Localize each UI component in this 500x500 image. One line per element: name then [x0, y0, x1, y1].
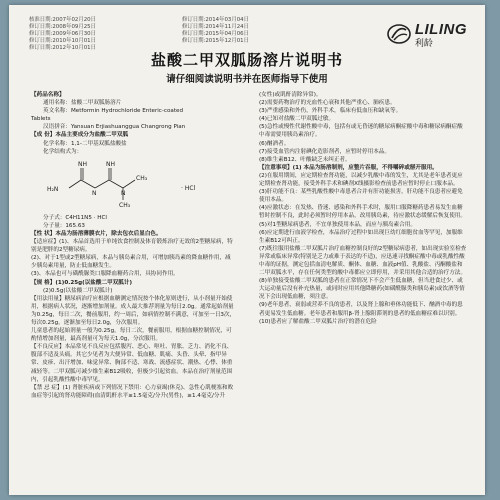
paragraph: (7)既往服用盐酸二甲双胍片治疗血糖控制良好的2型糖尿病患者，如出现实验室检查异常或临床异常(特别是乏力或难于表达的不适)，应迅速寻找酮症酸中毒或乳酸性酸中毒的证据，测定包括血清电解质、酮体、血糖、血液pH值、乳酸盐、丙酮酸盐和二甲双胍水平，存在任何类型的酸中毒都应立即停用，并采用其他合适的治疗方法。: [259, 245, 467, 277]
svg-text:NH: NH: [78, 160, 87, 168]
paragraph: 化学名称：1,1-二甲基双胍盐酸盐: [43, 140, 127, 147]
paragraph: 【药品名称】: [31, 92, 65, 98]
revision-date: 修订日期:2014年03月04日: [182, 17, 249, 23]
paragraph: 【注意事项】(1) 本品为肠溶制剂，应整片吞服，不得嚼碎或掰开服用。: [259, 164, 438, 171]
paragraph: (10)患者应了解盐酸二甲双胍片治疗的潜在危险: [259, 318, 377, 325]
document-title: 盐酸二甲双胍肠溶片说明书: [150, 51, 343, 69]
left-column: [31, 91, 236, 400]
revision-date-row: [29, 38, 329, 45]
revision-date: 修订日期:2015年04月06日: [182, 31, 249, 37]
svg-text:CH₃: CH₃: [119, 201, 131, 209]
revision-date: 修订日期:2012年10月01日: [29, 45, 96, 51]
paragraph: 【适应症】(1)、本品首选用于单纯饮食控制及体育锻炼治疗无效的2型糖尿病，特别是肥胖的2型糖尿病。: [31, 239, 233, 254]
metformin-structure-diagram: [41, 158, 231, 212]
paragraph: 分子量：165.63: [43, 222, 85, 229]
paragraph: (5)对1型糖尿病患者，不宜单独使用本品，而应与胰岛素合用。: [259, 221, 416, 228]
paragraph: 【禁 忌 症】(1) 肾脏疾病或下列情况下禁用：心力衰竭(休克)、急性心肌梗塞和败血症等引起的肾功能障碍(血清肌酐水平≥1.5毫克/分升(男性)，≥1.4毫克/分升: [31, 384, 234, 399]
paragraph: (4)应激状态：在发热、昏迷、感染和外科手术时，服用口服降糖药患者易发生血糖暂时控制不良，此时必须暂时停用本品，改用胰岛素，待应激状态缓解后恢复使用。: [259, 205, 466, 220]
logo-text: LILING: [414, 21, 467, 38]
paragraph: (6)酗酒者。: [259, 140, 290, 147]
paragraph: (8)维生素B12、叶酸缺乏未纠正者。: [259, 156, 351, 163]
revision-date: 修订日期:2015年12月01日: [182, 38, 249, 44]
svg-text:NH: NH: [106, 160, 115, 168]
revision-date: 修订日期:2008年09月25日: [29, 24, 96, 30]
revision-date: 修订日期:2014年11月24日: [182, 24, 249, 30]
svg-text:· HCl: · HCl: [181, 184, 196, 192]
revision-date: 修订日期:2009年06月30日: [29, 31, 96, 37]
paragraph: (3)肝功能不良：某些乳酸性酸中毒患者合并有肝功能损害，肝功能不良患者应避免使用本品。: [259, 189, 463, 204]
brand-logo: [386, 19, 467, 49]
paragraph: (3)、本品也可与磺酰脲类口服降血糖药合用，具协同作用。: [31, 271, 179, 278]
instruction-sheet: [9, 5, 485, 495]
paragraph: (4)已知对盐酸二甲双胍过敏。: [259, 116, 335, 123]
svg-text:CH₃: CH₃: [136, 174, 148, 182]
chemical-structure: [31, 156, 236, 214]
paragraph: 【用法用量】糖尿病治疗应根据血糖测定情况按个体化原则进行，从小剂量开始使用，根据病人状况，逐渐增加剂量。成人最大推荐剂量为每日2.0g。通常起始剂量为0.25g，每日二次，餐前服用，约一周后，如病情控制不满意，可加至一日3次，每次0.25g。逐渐加至每日2.0g，分次服用。: [31, 295, 236, 326]
paragraph: (7)接受血管内注射碘化造影剂者，应暂时停用本品。: [259, 148, 390, 155]
paragraph: 儿童患者的起始剂量一般为0.25g，每日二次，餐前服用，根据血糖控制情况，可酌情增加剂量，最高剂量可为每天1.0g，分次服用。: [31, 328, 232, 343]
revision-date-row: [29, 31, 329, 38]
svg-text:N: N: [121, 189, 126, 197]
paragraph: 【性 状】本品为肠溶薄膜衣片，除去包衣后显白色。: [31, 230, 162, 237]
svg-text:H₂N: H₂N: [47, 185, 59, 193]
logo-cn-text: 利龄: [414, 39, 433, 49]
paragraph: (2)在服用期间，应定期检查肾功能，以减少乳酸中毒的发生，尤其是老年患者更应定期检查肾功能，接受外科手术和碘剂X线摄影检查前患者应暂时停止口服本品。: [259, 172, 463, 188]
paragraph: 分子式：C4H11N5 · HCl: [43, 214, 107, 221]
paragraph: 通用名称：盐酸二甲双胍肠溶片: [43, 100, 122, 107]
paragraph: 英文名称：Metformin Hydrochloride Enteric-coated: [43, 108, 184, 115]
paragraph: (2)0.5g(以盐酸二甲双胍计): [43, 287, 113, 294]
paragraph: 汉语拼音：Yansuan Erjiashuanggua Changrong Pian: [43, 124, 186, 131]
revision-date: 修订日期:2010年10月01日: [29, 38, 96, 44]
liling-emblem-icon: [386, 23, 412, 45]
paragraph: (2)、对于1型或2型糖尿病，本品与胰岛素合用，可增加胰岛素的降血糖作用，减少胰岛素用量，防止低血糖发生。: [31, 255, 231, 270]
revision-date: 核准日期:2007年02月20日: [29, 17, 96, 23]
paragraph: 【成 份】本品主要成分为盐酸二甲双胍: [31, 132, 129, 139]
paragraph: 【不良反应】本品常见不良反应包括腹泻、恶心、呕吐、胃胀、乏力、消化不良、腹部不适及头痛。其它少见者为大便异常、低血糖、肌痛、头昏、头晕、指甲异常、皮疹、出汗增加、味觉异常、胸部不适、寒战、流感症状、潮热、心悸、体重减轻等。二甲双胍可减少维生素B12吸收，但极少引起贫血。本品在治疗剂量范围内，引起乳酸性酸中毒罕见。: [31, 344, 233, 383]
paragraph: (9)老年患者，衰弱或营养不良的患者，以及肾上腺和垂体功能低下、酗酒中毒的患者更易发生低血糖。老年患者和服用β-肾上腺阻滞剂的患者的低血糖症难以识别。: [259, 302, 463, 317]
svg-text:N: N: [92, 189, 97, 197]
paragraph: (5)急性或慢性代谢性酸中毒，包括有或无昏迷的糖尿病酮症酸中毒和糖尿病酮症酸中毒需要用胰岛素治疗。: [259, 124, 463, 139]
paragraph: 化学结构式为：: [43, 148, 83, 155]
revision-date-row: [29, 17, 329, 24]
paragraph: (3)严重感染和外伤，外科手术，临床有低血压和缺氧等。: [259, 108, 402, 115]
document-subtitle: 请仔细阅读说明书并在医师指导下使用: [166, 74, 328, 85]
paragraph: (8)单独接受盐酸二甲双胍的患者在正常情况下不会产生低血糖，但当进食过少、或大运动量后没有补充热量，或同时应用其他降糖药(如磺酰脲类和胰岛素)或饮酒等情况下会出现低血糖，须注意。: [259, 278, 465, 301]
revision-dates: [29, 17, 329, 52]
paragraph: (2)需要药物治疗的充血性心衰和其他严重心、肺疾患。: [259, 100, 396, 107]
paragraph: 【规 格】(1)0.25g(以盐酸二甲双胍计): [31, 279, 132, 286]
paragraph: (6)应定期进行血液学检查，本品治疗过程中如出现巨幼红细胞贫血等罕见，加服维生素B12可纠正。: [259, 229, 463, 244]
paragraph: Tablets: [31, 116, 51, 123]
paragraph: (女性)或肌酐清除异常)。: [259, 92, 322, 98]
right-column: [259, 91, 467, 326]
revision-date-row: [29, 24, 329, 31]
